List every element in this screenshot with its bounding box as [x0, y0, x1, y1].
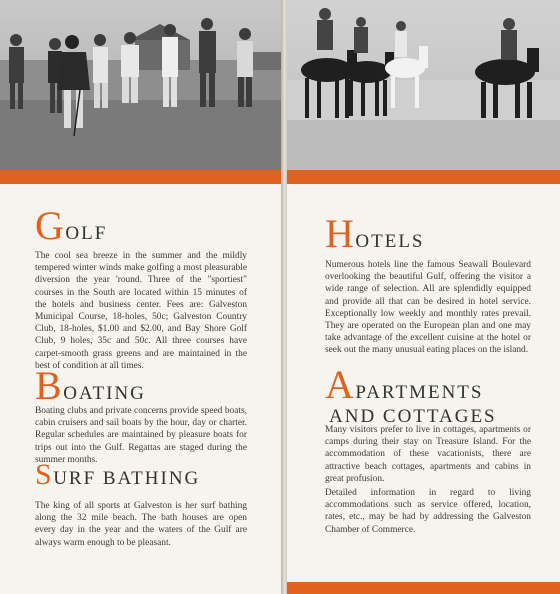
boating-heading — [35, 363, 146, 408]
apartments-initial: A — [325, 362, 356, 407]
hotels-heading — [325, 211, 425, 256]
apartments-contact-text: Detailed information in regard to living accommodations such as service offered, location, rates, etc., may be had by addressing the Galveston Chamber of Commerce. — [325, 488, 531, 535]
apartments-text: Many visitors prefer to live in cottages, apartments or camps during their stay on Treasure Island. For the accommodation of these vacationists, there are attractive beach cottages, apartments and cabins in great profusion. — [325, 425, 531, 484]
golf-title: OLF — [65, 223, 108, 244]
boating-title: OATING — [63, 383, 146, 404]
surf-text: The king of all sports at Galveston is her surf bathing along the 32 mile beach. The bath houses are open every day in the year and the waters of the Gulf are always warm enough to be pleasant. — [35, 501, 247, 548]
golf-heading — [35, 203, 108, 248]
apartments-title: PARTMENTS — [355, 382, 484, 403]
boating-initial: B — [35, 363, 64, 408]
golf-text: The cool sea breeze in the summer and the mildly tempered winter winds make golfing a most pleasurable diversion the year 'round. Three of the "sportiest" courses in the South are located within 15 minutes of the hotels and business center. Fees are: Galveston Municipal Course, 18-holes, 50c; Galveston Country Club, 18-holes, $1.00 and $2.00, and Bay Shore Golf Club, 9 holes, 35c and 50c. All three courses have carpet-smooth grass greens and are maintained in the best of condition at all times. — [35, 251, 247, 371]
golfers-photo — [0, 0, 281, 170]
orange-band-bottom — [287, 582, 560, 594]
golf-initial: G — [35, 203, 66, 248]
hotels-title: OTELS — [355, 231, 425, 252]
surf-heading — [35, 460, 200, 490]
orange-band-top-right — [287, 170, 560, 184]
horseback-riders-photo — [287, 0, 560, 170]
surf-initial: S — [35, 458, 54, 491]
hotels-text: Numerous hotels line the famous Seawall Boulevard overlooking the beautiful Gulf, offering the visitor a wide range of selection. All are splendidly equipped and provide all that can be desired in hotel service. Exceptionally low weekly and monthly rates prevail. They are operated on the European plan and one may take advantage of the excellent cuisine at the hotel or seek out the many unusual eating places on the island. — [325, 260, 531, 356]
hotels-initial: H — [325, 211, 356, 256]
right-panel — [287, 0, 560, 594]
apartments-heading — [325, 362, 497, 427]
boating-text: Boating clubs and private concerns provide speed boats, cabin cruisers and sail boats by the hour, day or charter. Regular schedules are maintained by pleasure boats for trips out into the Gulf. Regattas are staged during the summer months. — [35, 406, 247, 465]
apartments-subtitle: AND COTTAGES — [329, 406, 497, 427]
orange-band-top — [0, 170, 281, 184]
surf-title: URF BATHING — [53, 468, 201, 489]
